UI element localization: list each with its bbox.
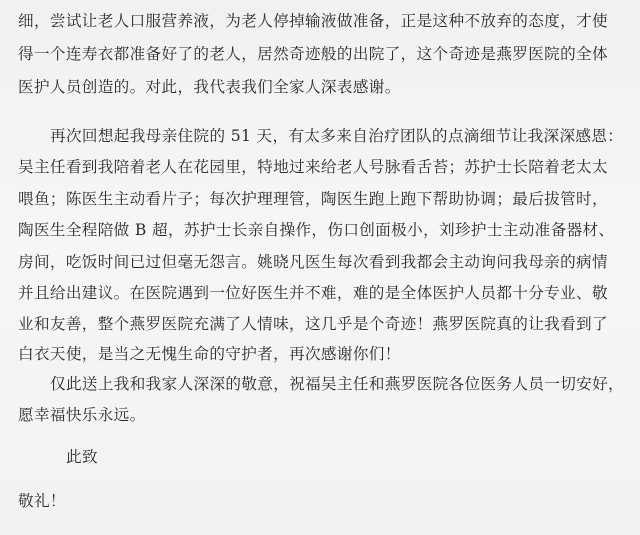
text-line: 陶医生全程陪做 B 超，苏护士长亲自操作，伤口创面极小，刘珍护士主动准备器材、	[18, 221, 615, 239]
text-line: 医护人员创造的。对此，我代表我们全家人深表感谢。	[18, 78, 401, 96]
text-line: 细，尝试让老人口服营养液，为老人停掉输液做准备，正是这种不放弃的态度，才使	[18, 12, 608, 30]
closing-line: 此致	[66, 448, 98, 466]
closing-line: 敬礼！	[18, 492, 66, 510]
text-line: 再次回想起我母亲住院的 51 天，有太多来自治疗团队的点滴细节让我深深感恩：	[50, 127, 624, 145]
text-line: 仅此送上我和我家人深深的敬意，祝福吴主任和燕罗医院各位医务人员一切安好，	[50, 375, 624, 393]
text-line: 房间，吃饭时间已过但毫无怨言。姚晓凡医生每次看到我都会主动询问我母亲的病情	[18, 253, 608, 271]
text-line: 喂鱼；陈医生主动看片子；每次护理理管，陶医生跑上跑下帮助协调；最后拔管时，	[18, 190, 608, 208]
text-line: 白衣天使，是当之无愧生命的守护者，再次感谢你们！	[18, 345, 401, 363]
text-line: 愿幸福快乐永远。	[18, 406, 146, 424]
text-line: 业和友善，整个燕罗医院充满了人情味，这几乎是个奇迹！燕罗医院真的让我看到了	[18, 315, 608, 333]
text-line: 并且给出建议。在医院遇到一位好医生并不难，难的是全体医护人员都十分专业、敬	[18, 284, 608, 302]
text-line: 吴主任看到我陪着老人在花园里，特地过来给老人号脉看舌苔；苏护士长陪着老太太	[18, 158, 608, 176]
text-line: 得一个连寿衣都准备好了的老人，居然奇迹般的出院了，这个奇迹是燕罗医院的全体	[18, 45, 608, 63]
